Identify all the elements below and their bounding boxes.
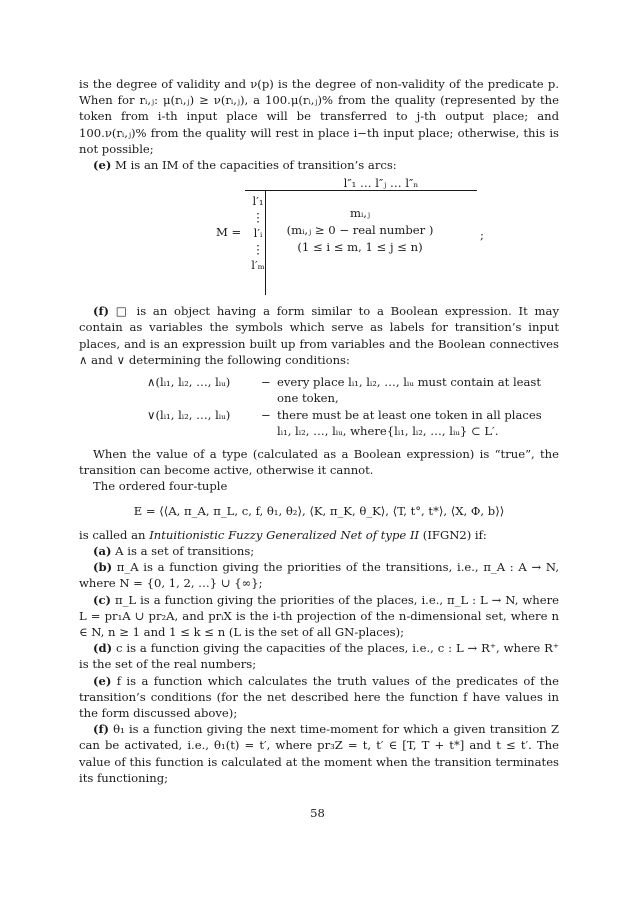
paragraph-when-true: When the value of a type (calculated as a Boolean expression) is “true”, the transition can become active, otherwise it cannot. [79,447,559,478]
definition-term: Intuitionistic Fuzzy Generalized Net of type II [149,527,420,542]
matrix-horizontal-rule [245,190,477,191]
definition-item-label: (f) [93,722,109,737]
matrix-row-header: l′₁ [252,194,264,209]
definition-item [79,673,559,722]
definition-item [79,559,559,591]
condition-dash: − [261,375,271,390]
item-e-text: M is an IM of the capacities of transition’s arcs: [115,158,397,173]
definition-item-text: θ₁ is a function giving the next time-moment for which a given transition Z can be activated, i.e., θ₁(t) = t′, where pr₃Z = t, t′ ∈ [T, T + t*] and t ≤ t′. The value of this function is calculated at the moment when the transition terminates its functioning; [79,722,560,785]
definition-item [79,543,559,559]
definition-item-label: (b) [93,560,113,575]
definition-suffix: (IFGN2) if: [419,527,487,542]
condition-dash: − [261,408,271,423]
definition-item-text: π_L is a function giving the priorities of the places, i.e., π_L : L → N, where L = pr₁A ∪ pr₂A, and prᵢX is the i-th projection of the n-dimensional set, where n ∈ N, n ≥ 1 and 1 ≤ k ≤ n (L is the set of all GN-places); [79,592,559,640]
matrix-cell-line: (1 ≤ i ≤ m, 1 ≤ j ≤ n) [297,240,423,255]
condition-or-expression: ∨(lᵢ₁, lᵢ₂, …, lᵢᵤ) [147,408,231,423]
condition-and-description: every place lᵢ₁, lᵢ₂, …, lᵢᵤ must contain at least [277,375,542,390]
condition-or-description-continued: lᵢ₁, lᵢ₂, …, lᵢᵤ, where{lᵢ₁, lᵢ₂, …, lᵢᵤ} ⊂ L′. [277,424,499,439]
matrix-cell [269,205,451,256]
definition-prefix: is called an [79,527,150,542]
matrix-cell-line: (mᵢ,ⱼ ≥ 0 − real number ) [286,223,434,238]
matrix-cell-line: mᵢ,ⱼ [349,206,371,221]
condition-or-description: there must be at least one token in all places [277,408,542,423]
matrix-vertical-rule [265,190,266,295]
page-body [79,76,559,786]
definition-item-text: f is a function which calculates the truth values of the predicates of the transition’s conditions (for the net described here the function f have values in the form discussed above); [79,673,559,721]
matrix-row-header: ⋮ [252,242,264,257]
definition-item-text: π_A is a function giving the priorities of the transitions, i.e., π_A : A → N, where N = {0, 1, 2, …} ∪ {∞}; [79,560,559,591]
definition-item-label: (c) [93,592,112,607]
matrix-label: M = [216,225,242,240]
item-e-capacities [79,157,559,173]
definition-item-text: c is a function giving the capacities of the places, i.e., c : L → R⁺, where R⁺ is the set of the real numbers; [79,641,559,672]
definition-item-label: (e) [93,673,112,688]
item-e-label: (e) [93,158,112,173]
definition-item [79,721,559,786]
matrix-row-headers [251,193,265,273]
boolean-conditions [79,374,559,440]
matrix-row-header: l′ᵢ [253,226,263,241]
matrix-row-header: ⋮ [252,210,264,225]
four-tuple-equation: E = ⟨⟨A, π_A, π_L, c, f, θ₁, θ₂⟩, ⟨K, π_K, θ_K⟩, ⟨T, t°, t*⟩, ⟨X, Φ, b⟩⟩ [133,503,505,518]
condition-and-expression: ∧(lᵢ₁, lᵢ₂, …, lᵢᵤ) [147,375,231,390]
definition-item-text: A is a set of transitions; [115,544,255,559]
page-number: 58 [310,806,325,820]
definition-item-label: (a) [93,544,112,559]
item-f-label: (f) [93,304,109,319]
condition-and-description-continued: one token, [277,391,339,406]
definition-item [79,640,559,672]
matrix-row-header: l′ₘ [251,258,265,273]
paragraph-definition [79,527,559,543]
paragraph-ordered-tuple: The ordered four-tuple [93,479,228,494]
matrix-column-header: l″₁ … l″ⱼ … l″ₙ [343,176,419,191]
definition-item [79,592,559,641]
index-matrix [79,175,559,295]
definition-item-label: (d) [93,641,113,656]
matrix-end-semicolon: ; [480,228,484,243]
item-f-text: □ is an object having a form similar to a Boolean expression. It may contain as variables the symbols which serve as labels for transition’s input places, and is an expression built up from variables and the Boolean connectives ∧ and ∨ determining the following conditions: [79,304,559,367]
item-f-boolean-object [79,303,559,368]
paragraph-predicate-validity: is the degree of validity and ν(p) is the degree of non-validity of the predicate p. When for rᵢ,ⱼ: μ(rᵢ,ⱼ) ≥ ν(rᵢ,ⱼ), a 100.μ(rᵢ,ⱼ)% from the quality (represented by the token from i-th input place will be transferred to j-th output place; and 100.ν(rᵢ,ⱼ)% from the quality will rest in place i−th input place; otherwise, this is not possible; [79,77,559,156]
